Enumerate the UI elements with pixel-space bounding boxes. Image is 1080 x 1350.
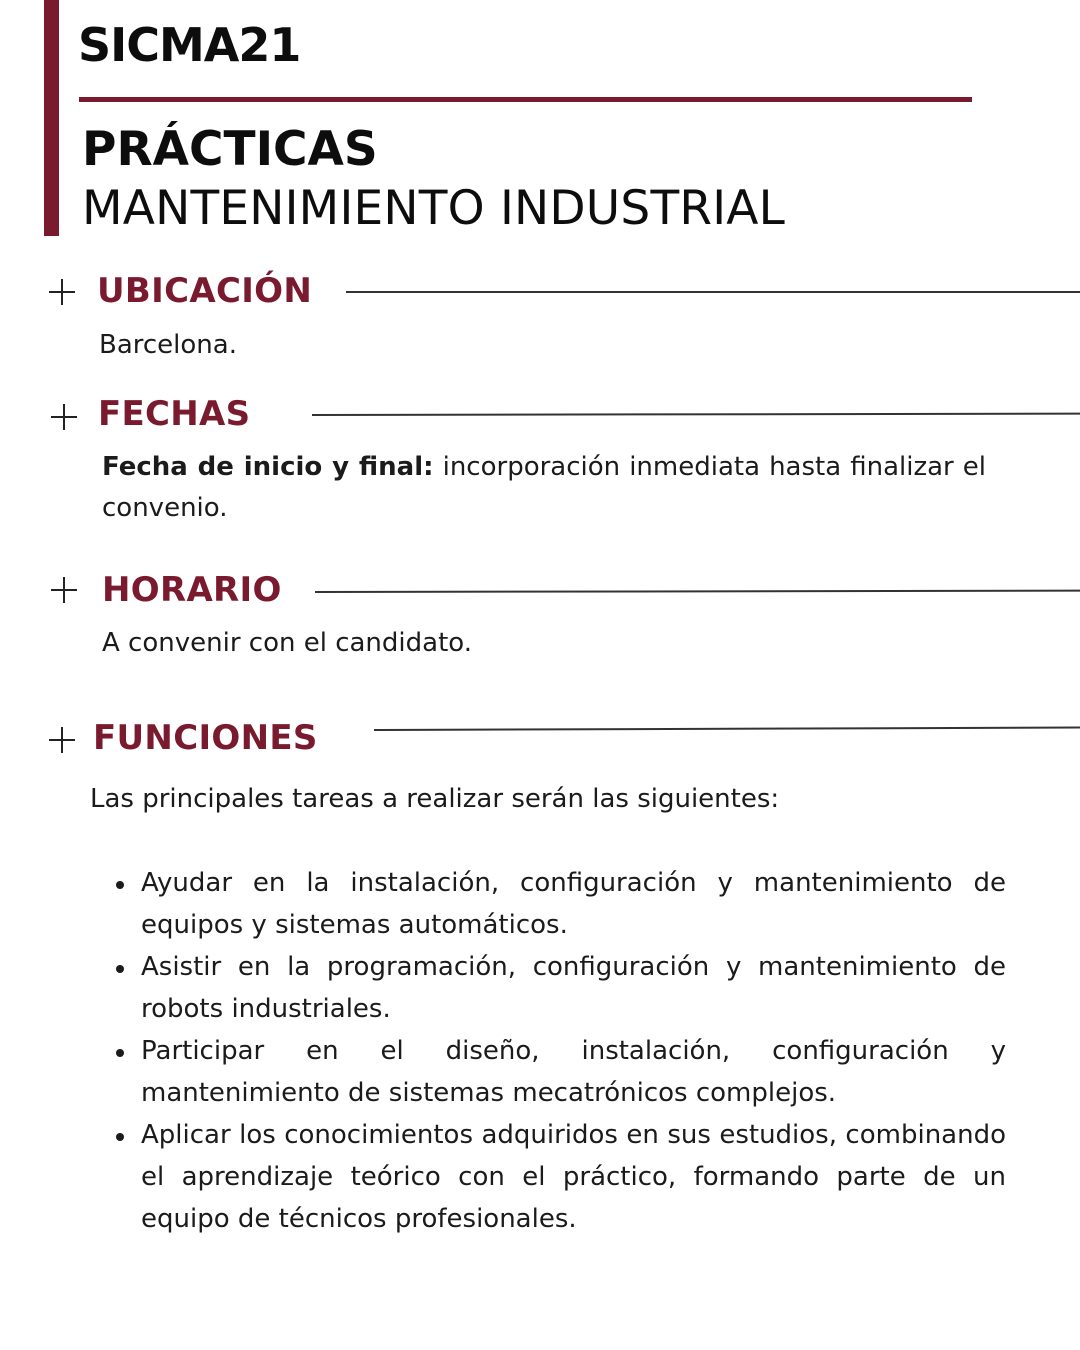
- section-rule: [315, 590, 1080, 593]
- section-heading-fechas: FECHAS: [98, 394, 251, 434]
- ubicacion-text: Barcelona.: [99, 330, 237, 360]
- section-heading-ubicacion: UBICACIÓN: [97, 271, 313, 311]
- plus-icon: [51, 577, 77, 603]
- header-accent-bar: [44, 0, 59, 236]
- plus-icon: [49, 279, 75, 305]
- list-item: Aplicar los conocimientos adquiridos en sus estudios, combinando el aprendizaje teórico con el práctico, formando parte de un equipo de técnicos profesionales.: [108, 1114, 1006, 1240]
- list-item: Asistir en la programación, configuración y mantenimiento de robots industriales.: [108, 946, 1006, 1030]
- brand-name: SICMA21: [78, 18, 301, 72]
- section-rule: [312, 413, 1080, 416]
- section-rule: [374, 727, 1080, 731]
- list-item: Ayudar en la instalación, configuración y mantenimiento de equipos y sistemas automáticos.: [108, 862, 1006, 946]
- plus-icon: [49, 727, 75, 753]
- plus-icon: [51, 404, 77, 430]
- funciones-intro: Las principales tareas a realizar serán las siguientes:: [90, 784, 780, 814]
- title-line-2: MANTENIMIENTO INDUSTRIAL: [82, 181, 786, 236]
- fechas-label: Fecha de inicio y final:: [102, 452, 434, 482]
- list-item: Participar en el diseño, instalación, configuración y mantenimiento de sistemas mecatrónicos complejos.: [108, 1030, 1006, 1114]
- page-title: [82, 120, 785, 238]
- fechas-text: [102, 447, 986, 529]
- title-line-1: PRÁCTICAS: [82, 122, 378, 177]
- section-heading-funciones: FUNCIONES: [93, 718, 318, 758]
- fechas-value: incorporación inmediata hasta finalizar el convenio.: [102, 452, 986, 523]
- funciones-list: [108, 862, 1006, 1240]
- section-heading-horario: HORARIO: [102, 570, 282, 610]
- horario-text: A convenir con el candidato.: [102, 628, 472, 658]
- section-rule: [346, 291, 1080, 293]
- brand-underline: [79, 97, 972, 102]
